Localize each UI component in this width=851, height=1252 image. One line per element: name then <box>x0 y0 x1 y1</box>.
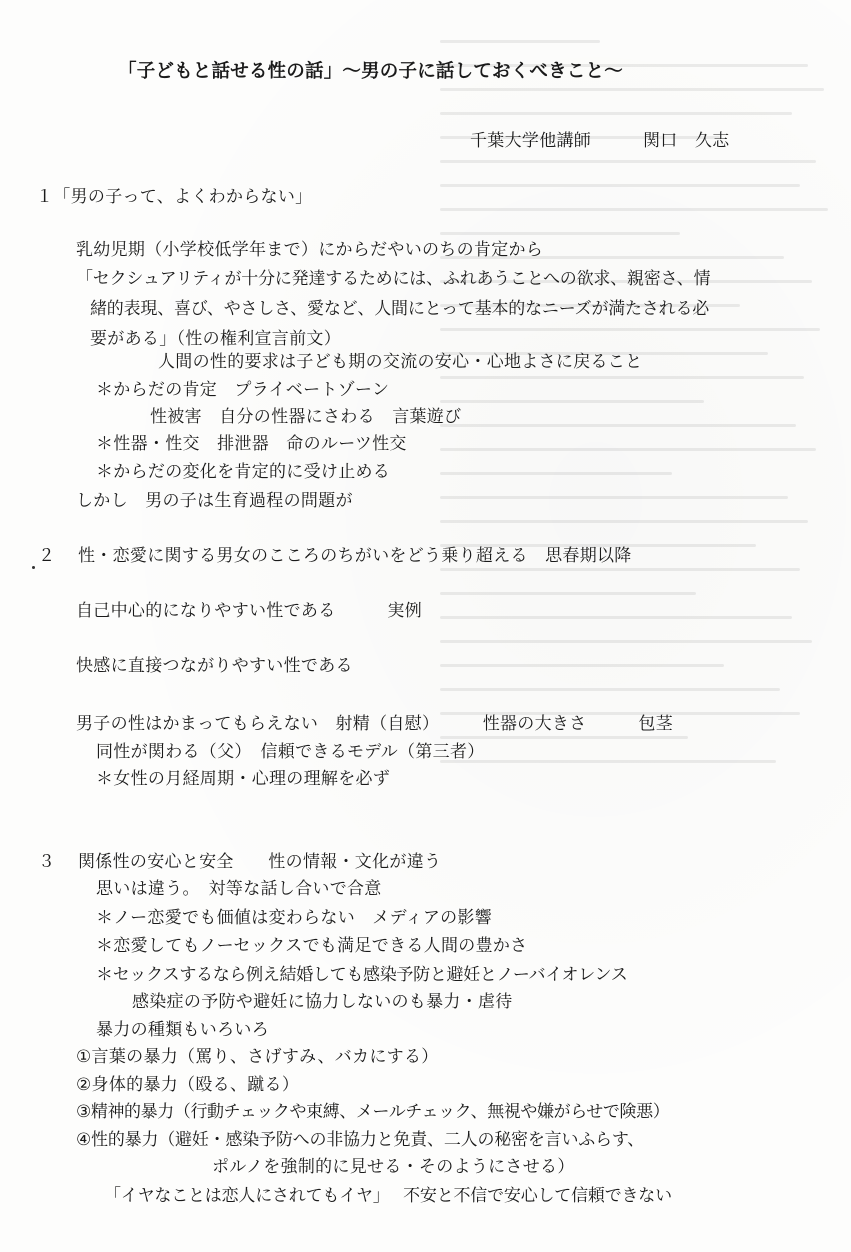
section-3-heading: 関係性の安心と安全 性の情報・文化が違う <box>78 852 442 872</box>
section-3-number: ３ <box>38 852 56 872</box>
section-1-line: ＊からだの肯定 プライベートゾーン <box>96 380 390 400</box>
section-3-line: ②身体的暴力（殴る、蹴る） <box>76 1075 300 1095</box>
section-3-line: ③精神的暴力（行動チェックや束縛、メールチェック、無視や嫌がらせで険悪） <box>76 1102 670 1122</box>
section-1-line: 性被害 自分の性器にさわる 言葉遊び <box>150 407 462 427</box>
section-3-line: 「イヤなことは恋人にされてもイヤ」 不安と不信で安心して信頼できない <box>104 1186 672 1206</box>
section-3-line: ④性的暴力（避妊・感染予防への非協力と免責、二人の秘密を言いふらす、 <box>76 1130 645 1150</box>
section-2-line: 男子の性はかまってもらえない 射精（自慰） 性器の大きさ 包茎 <box>76 714 673 734</box>
section-3-line: 感染症の予防や避妊に協力しないのも暴力・虐待 <box>132 992 513 1012</box>
section-3-line: 思いは違う。 対等な話し合いで合意 <box>96 879 382 899</box>
scan-speck <box>32 566 35 569</box>
section-1-line: 乳幼児期（小学校低学年まで）にからだやいのちの肯定から <box>76 240 544 260</box>
section-3-line: ＊恋愛してもノーセックスでも満足できる人間の豊かさ <box>96 936 528 956</box>
section-1-line: 「セクシュアリティが十分に発達するためには、ふれあうことへの欲求、親密さ、情 <box>76 269 711 289</box>
document-title: 「子どもと話せる性の話」～男の子に話しておくべきこと～ <box>118 61 623 82</box>
section-1-heading: １「男の子って、よくわからない」 <box>36 187 313 207</box>
section-3-line: ＊セックスするなら例え結婚しても感染予防と避妊とノーバイオレンス <box>96 965 628 985</box>
section-3-line: 暴力の種類もいろいろ <box>96 1020 269 1040</box>
section-2-line: ＊女性の月経周期・心理の理解を必ず <box>96 769 391 789</box>
section-1-line: しかし 男の子は生育過程の問題が <box>76 491 353 511</box>
section-1-line: ＊性器・性交 排泄器 命のルーツ性交 <box>96 434 407 454</box>
section-2-line: 快感に直接つながりやすい性である <box>76 656 353 676</box>
section-2-number: ２ <box>38 546 56 566</box>
section-1-line: 緒的表現、喜び、やさしさ、愛など、人間にとって基本的なニーズが満たされる必 <box>90 299 710 319</box>
section-1-line: ＊からだの変化を肯定的に受け止める <box>96 462 391 482</box>
section-3-line: ＊ノー恋愛でも価値は変わらない メディアの影響 <box>96 908 493 928</box>
author-line: 千葉大学他講師 関口 久志 <box>470 131 730 151</box>
section-1-line: 要がある」（性の権利宣言前文） <box>90 329 341 349</box>
section-2-heading: 性・恋愛に関する男女のこころのちがいをどう乗り超える 思春期以降 <box>78 546 632 566</box>
section-3-line: ポルノを強制的に見せる・そのようにさせる） <box>212 1157 575 1177</box>
section-2-line: 自己中心的になりやすい性である 実例 <box>76 601 422 621</box>
section-1-line: 人間の性的要求は子ども期の交流の安心・心地よさに戻ること <box>158 352 643 372</box>
section-3-line: ①言葉の暴力（罵り、さげすみ、バカにする） <box>76 1047 439 1067</box>
section-2-line: 同性が関わる（父） 信頼できるモデル（第三者） <box>96 742 485 762</box>
bleed-through-texture <box>440 40 840 800</box>
